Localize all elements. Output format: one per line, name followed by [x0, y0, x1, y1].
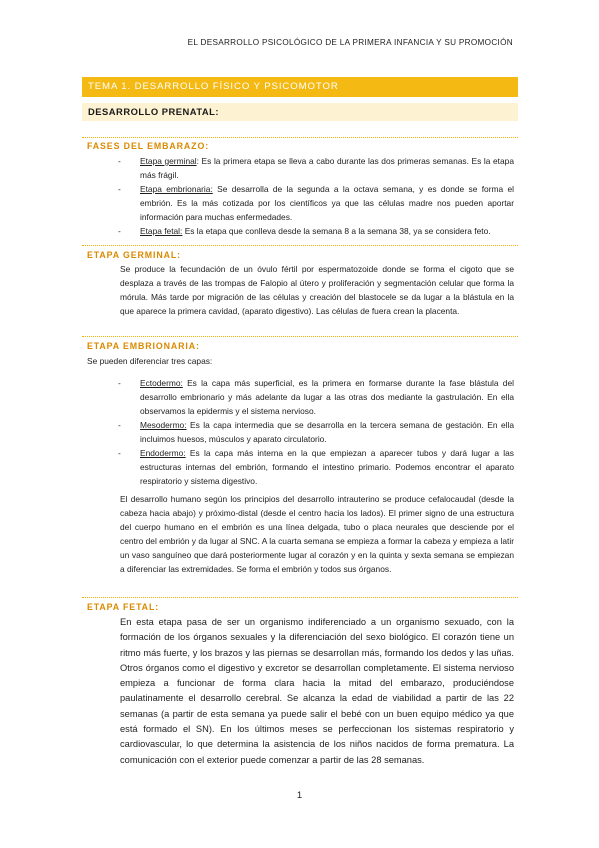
subtopic-title: DESARROLLO PRENATAL: — [82, 103, 518, 121]
list-item-term: Etapa fetal: — [140, 226, 183, 236]
topic-title: TEMA 1. DESARROLLO FÍSICO Y PSICOMOTOR — [82, 77, 518, 97]
list-item-term: Endodermo: — [140, 448, 186, 458]
bullet-dash: - — [118, 184, 121, 194]
section-heading-fetal: ETAPA FETAL: — [87, 602, 160, 612]
section-heading-embrionaria: ETAPA EMBRIONARIA: — [87, 341, 200, 351]
section-divider — [82, 336, 518, 337]
section-heading-germinal: ETAPA GERMINAL: — [87, 250, 181, 260]
section-divider — [82, 245, 518, 246]
phases-list — [110, 154, 514, 238]
list-item — [110, 224, 514, 238]
list-item-term: Etapa embrionaria: — [140, 184, 213, 194]
list-item — [110, 446, 514, 488]
list-item-term: Etapa germinal — [140, 156, 197, 166]
page-number: 1 — [296, 790, 303, 801]
bullet-dash: - — [118, 156, 121, 166]
bullet-dash: - — [118, 378, 121, 388]
embrionaria-lead: Se pueden diferenciar tres capas: — [87, 356, 213, 366]
embrionaria-paragraph: El desarrollo humano según los principios del desarrollo intrauterino se produce cefalocaudal (desde la cabeza hacia abajo) y próximo-distal (desde el centro hacia los lados). El primer signo de una estructura del cuerpo humano en el embrión es una línea delgada, tubo o placa neurales que desciende por el centro del embrión y da lugar al SNC. A la cuarta semana se empieza a formar la cabeza y empieza a latir un vaso sanguíneo que dará posteriormente lugar al corazón y en la quinta y sexta semana se empiezan a diferenciar las extremidades. Se forma el embrión y todos sus órganos. — [120, 494, 514, 574]
section-heading-fases: FASES DEL EMBARAZO: — [87, 141, 210, 151]
section-divider — [82, 137, 518, 138]
list-item — [110, 418, 514, 446]
list-item-text: Es la capa intermedia que se desarrolla en la tercera semana de gestación. En ella incluimos huesos, músculos y aparato circulatorio. — [140, 420, 514, 444]
list-item-text: : Es la primera etapa se lleva a cabo durante las dos primeras semanas. Es la etapa más frágil. — [140, 156, 514, 180]
bullet-dash: - — [118, 420, 121, 430]
list-item-text: Es la capa más interna en la que empiezan a aparecer tubos y dará lugar a las estructuras internas del embrión, formando el intestino primario. Podemos encontrar el aparato respiratorio y sistema digestivo. — [140, 448, 514, 486]
list-item-term: Mesodermo: — [140, 420, 187, 430]
list-item — [110, 182, 514, 224]
list-item-term: Ectodermo: — [140, 378, 183, 388]
section-divider — [82, 597, 518, 598]
list-item — [110, 376, 514, 418]
list-item-text: Se desarrolla de la segunda a la octava semana, y es donde se forma el embrión. Es la más cotizada por los científicos ya que las células madre nos pueden aportar información para muchas enfermedades. — [140, 184, 514, 222]
list-item-text: Es la capa más superficial, es la primera en formarse durante la fase blástula del desarrollo embrionario y más adelante da lugar a las otras dos mediante la gastrulación. En ella observamos la epidermis y el sistema nervioso. — [140, 378, 514, 416]
list-item — [110, 154, 514, 182]
layers-list — [110, 376, 514, 488]
bullet-dash: - — [118, 448, 121, 458]
list-item-text: Es la etapa que conlleva desde la semana 8 a la semana 38, ya se considera feto. — [182, 226, 491, 236]
bullet-dash: - — [118, 226, 121, 236]
fetal-paragraph: En esta etapa pasa de ser un organismo indiferenciado a un organismo sexuado, con la formación de los órganos sexuales y la diferenciación del sexo biológico. El corazón tiene un ritmo más fuerte, y los brazos y las piernas se desarrollan más, formando los dedos y las uñas. Otros órganos como el digestivo y excretor se desarrollan completamente. El sistema nervioso empieza a funcionar de forma clara hacia la mitad del embarazo, produciéndose paulatinamente el desarrollo cerebral. Se alcanza la edad de viabilidad a partir de las 22 semanas (a partir de esta semana ya puede salir el bebé con un buen equipo médico ya que está formado el SN). En los últimos meses se perfeccionan los sistemas respiratorio y cardiovascular, lo que determina la asistencia de los niños nacidos de forma prematura. La comunicación con el exterior puede comenzar a partir de las 28 semanas. — [120, 617, 514, 765]
running-header: EL DESARROLLO PSICOLÓGICO DE LA PRIMERA INFANCIA Y SU PROMOCIÓN — [187, 38, 513, 47]
germinal-paragraph: Se produce la fecundación de un óvulo fértil por espermatozoide donde se forma el cigoto que se desplaza a través de las trompas de Falopio al útero y proliferación y segmentación celular que forma la mórula. Más tarde por migración de las células y creación del blastocele se da lugar a la blástula en la que aparece la primera cavidad, (aparato digestivo). Las células de fuera crean la placenta. — [120, 264, 514, 316]
